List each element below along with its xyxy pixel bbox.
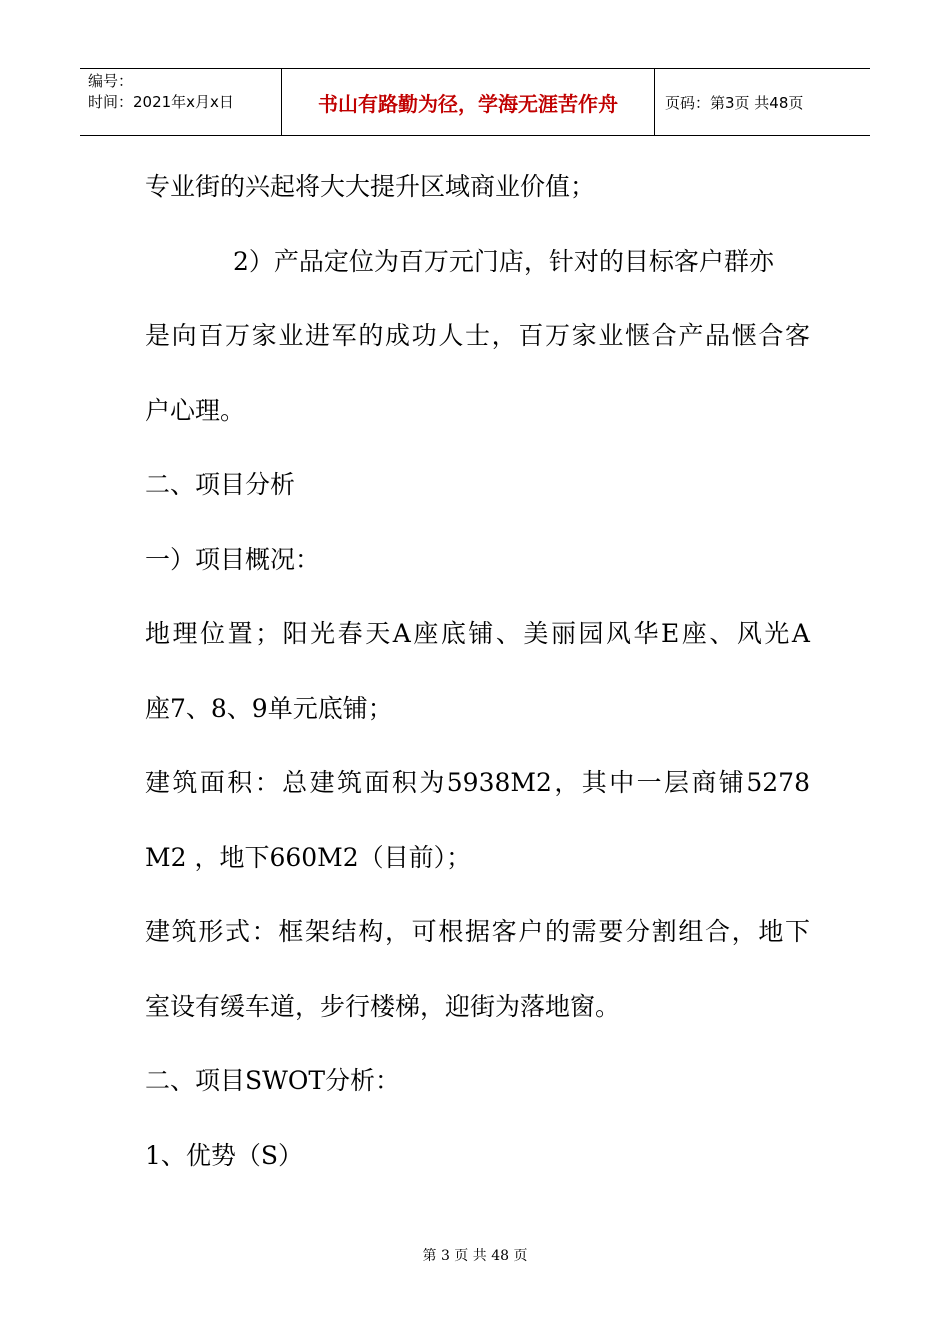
document-body: [145, 150, 810, 1193]
body-line: 座7、8、9单元底铺；: [145, 693, 393, 723]
body-line: 户心理。: [145, 395, 246, 425]
section-heading: 二、项目分析: [145, 470, 296, 499]
body-line: 建筑面积：总建筑面积为5938M2，其中一层商铺5278: [145, 768, 810, 797]
header-meta: [80, 69, 282, 135]
header-page-info: 页码：第3页 共48页: [665, 93, 804, 112]
document-number-label: 编号：: [88, 72, 134, 90]
body-line: 建筑形式：框架结构，可根据客户的需要分割组合，地下: [145, 917, 810, 946]
body-line: 室设有缓车道，步行楼梯，迎街为落地窗。: [145, 991, 621, 1021]
page-footer: 第 3 页 共 48 页: [422, 1248, 528, 1264]
section-heading: 二、项目SWOT分析：: [145, 1066, 400, 1095]
body-line: M2 ，地下660M2（目前）；: [145, 842, 472, 872]
subsection-heading: 一）项目概况：: [145, 544, 321, 574]
document-time-label: 时间：2021年x月x日: [88, 93, 234, 111]
subsection-heading: 1、优势（S）: [145, 1140, 304, 1170]
body-line: 是向百万家业进军的成功人士，百万家业惬合产品惬合客: [145, 321, 810, 350]
header-motto: 书山有路勤为径，学海无涯苦作舟: [282, 69, 655, 135]
body-line: 地理位置；阳光春天A座底铺、美丽园风华E座、风光A: [145, 619, 810, 648]
body-line: 2）产品定位为百万元门店，针对的目标客户群亦: [233, 246, 774, 276]
body-line: 专业街的兴起将大大提升区域商业价值；: [145, 172, 596, 201]
document-header: [80, 68, 870, 136]
